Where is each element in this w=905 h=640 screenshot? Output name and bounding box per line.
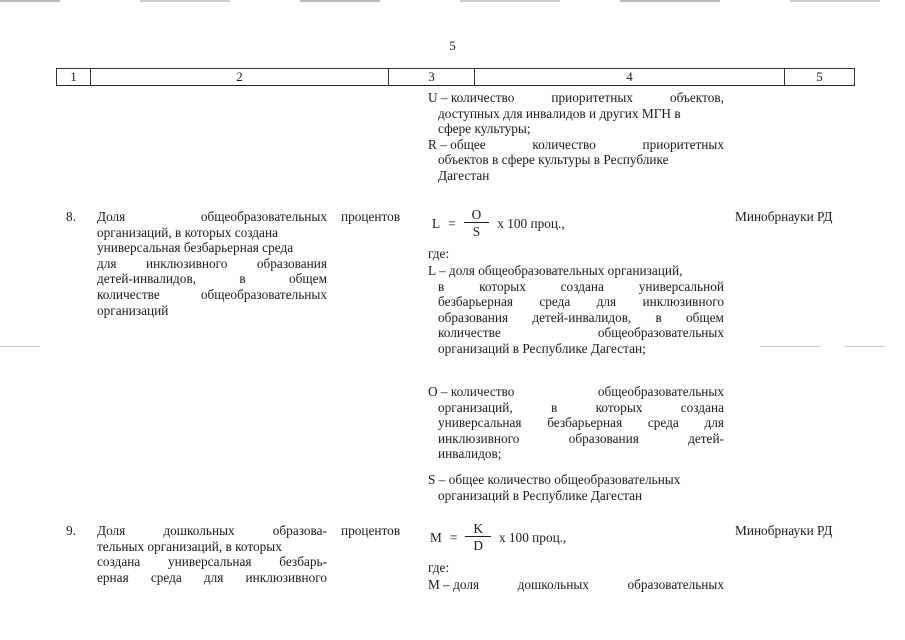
formula-equals: = bbox=[448, 215, 456, 231]
continuation-definitions bbox=[428, 90, 724, 184]
indicator-line: организаций bbox=[97, 302, 169, 318]
definition-line: объектов в сфере культуры в Республике bbox=[438, 152, 669, 168]
row-9-indicator bbox=[97, 523, 327, 585]
row-8-indicator bbox=[97, 209, 327, 318]
word: среда bbox=[539, 294, 571, 310]
indicator-line bbox=[97, 271, 327, 287]
definition-line: доступных для инвалидов и других МГН в bbox=[438, 105, 681, 121]
word: инклюзивного bbox=[245, 569, 327, 585]
word: общеобразовательных bbox=[200, 286, 327, 302]
word: универсальная bbox=[438, 415, 522, 431]
formula-numerator: O bbox=[464, 208, 490, 223]
word: инклюзивного bbox=[145, 255, 228, 271]
scan-edge-line bbox=[0, 0, 905, 2]
definition-line bbox=[428, 431, 724, 447]
word: общем bbox=[685, 309, 724, 325]
indicator-line bbox=[97, 209, 327, 225]
word: безбарь- bbox=[279, 554, 327, 570]
word: создана bbox=[560, 278, 604, 294]
definition-line: организаций в Республике Дагестан bbox=[438, 487, 643, 503]
word: Доля bbox=[97, 209, 126, 224]
definition-line: Дагестан bbox=[438, 167, 490, 183]
word: приоритетных bbox=[642, 136, 724, 152]
indicator-line bbox=[97, 523, 327, 539]
word: количестве bbox=[97, 286, 160, 302]
word: безбарьерная bbox=[438, 294, 513, 310]
word: образования bbox=[256, 255, 327, 271]
row-8-formula bbox=[432, 208, 565, 239]
column-header-4: 4 bbox=[475, 69, 785, 85]
definition-line: L – доля общеобразовательных организаций, bbox=[428, 263, 683, 278]
word: для bbox=[704, 415, 724, 431]
word: образова- bbox=[272, 523, 327, 538]
word: которых bbox=[479, 278, 526, 294]
scan-artifact bbox=[0, 346, 40, 347]
word: среда bbox=[150, 569, 182, 585]
word: приоритетных bbox=[551, 90, 633, 105]
word: детей- bbox=[688, 430, 724, 446]
word: дошкольных bbox=[517, 577, 589, 592]
word: O – количество bbox=[428, 384, 515, 399]
formula-denominator: S bbox=[472, 224, 481, 239]
row-8-definition-L bbox=[428, 263, 724, 357]
word: Доля bbox=[97, 523, 126, 538]
indicator-line: универсальная безбарьерная среда bbox=[97, 240, 294, 256]
word: образования bbox=[438, 309, 509, 325]
column-header-5: 5 bbox=[816, 69, 823, 84]
row-8-definition-O bbox=[428, 384, 724, 462]
definition-line: S – общее количество общеобразовательных bbox=[428, 472, 681, 487]
word: универсальная bbox=[167, 554, 252, 570]
formula-tail: х 100 проц., bbox=[497, 215, 565, 231]
indicator-line bbox=[97, 287, 327, 303]
scan-artifact bbox=[760, 346, 820, 347]
row-9-definition-M bbox=[428, 577, 724, 593]
definition-line bbox=[428, 90, 724, 106]
indicator-line: организаций, в которых создана bbox=[97, 224, 278, 240]
word: которых bbox=[595, 399, 643, 415]
word: для bbox=[596, 294, 617, 310]
row-8-where: где: bbox=[428, 246, 450, 261]
word: в bbox=[655, 309, 662, 325]
word: инклюзивного bbox=[642, 294, 724, 310]
formula-lhs: L bbox=[432, 215, 441, 231]
definition-line bbox=[428, 577, 724, 593]
definition-line bbox=[428, 400, 724, 416]
word: безбарьерная bbox=[547, 415, 623, 431]
indicator-line bbox=[97, 554, 327, 570]
word: дошкольных bbox=[163, 523, 235, 538]
formula-equals: = bbox=[449, 529, 458, 545]
row-8-responsible: Минобрнауки РД bbox=[735, 209, 833, 224]
word: в bbox=[551, 399, 558, 415]
row-8-number: 8. bbox=[66, 209, 76, 224]
word: среда bbox=[647, 415, 679, 431]
word: инклюзивного bbox=[438, 430, 520, 446]
word: создана bbox=[97, 554, 141, 570]
word: создана bbox=[680, 399, 724, 415]
word: для bbox=[203, 569, 224, 585]
word: общеобразовательных bbox=[597, 384, 724, 399]
definition-line: инвалидов; bbox=[438, 446, 502, 462]
word: U – количество bbox=[428, 90, 515, 105]
word: организаций, bbox=[438, 399, 513, 415]
word: ерная bbox=[97, 569, 129, 585]
formula-fraction bbox=[465, 522, 491, 553]
word: общеобразовательных bbox=[597, 325, 724, 341]
column-header-2: 2 bbox=[91, 69, 389, 85]
formula-lhs: M bbox=[430, 529, 442, 545]
definition-line bbox=[428, 384, 724, 400]
word: общем bbox=[289, 271, 327, 287]
word: количество bbox=[532, 136, 596, 152]
row-9-where: где: bbox=[428, 560, 450, 575]
indicator-line bbox=[97, 256, 327, 272]
formula-numerator: K bbox=[465, 522, 491, 537]
definition-line bbox=[428, 415, 724, 431]
word: в bbox=[239, 271, 246, 287]
word: образовательных bbox=[627, 577, 724, 592]
word: универсальной bbox=[638, 278, 724, 294]
column-header-1: 1 bbox=[57, 69, 91, 85]
word: образования bbox=[568, 430, 639, 446]
indicator-line: тельных организаций, в которых bbox=[97, 538, 282, 554]
word: для bbox=[97, 255, 117, 271]
page-number: 5 bbox=[449, 38, 456, 53]
word: количестве bbox=[438, 325, 501, 341]
definition-line: сфере культуры; bbox=[438, 121, 531, 137]
definition-line bbox=[428, 325, 724, 341]
word: объектов, bbox=[669, 90, 724, 105]
row-9-formula bbox=[430, 522, 566, 553]
word: R – общее bbox=[428, 136, 486, 152]
definition-line bbox=[428, 310, 724, 326]
definition-line bbox=[428, 137, 724, 153]
column-header-3: 3 bbox=[389, 69, 475, 85]
word: M – доля bbox=[428, 577, 480, 592]
definition-line bbox=[428, 294, 724, 310]
formula-denominator: D bbox=[473, 538, 483, 553]
formula-tail: х 100 проц., bbox=[498, 529, 567, 545]
row-8-unit: процентов bbox=[341, 209, 401, 224]
row-9-unit: процентов bbox=[341, 523, 401, 538]
indicator-line bbox=[97, 570, 327, 586]
table-header-row bbox=[56, 68, 855, 86]
word: детей-инвалидов, bbox=[97, 271, 197, 287]
row-9-responsible: Минобрнауки РД bbox=[735, 523, 833, 538]
word: общеобразовательных bbox=[200, 209, 327, 224]
scan-artifact bbox=[845, 346, 885, 347]
formula-fraction bbox=[464, 208, 490, 239]
word: детей-инвалидов, bbox=[532, 309, 632, 325]
row-8-definition-S bbox=[428, 472, 724, 503]
definition-line: организаций в Республике Дагестан; bbox=[438, 340, 646, 356]
word: в bbox=[438, 278, 445, 294]
definition-line bbox=[428, 279, 724, 295]
row-9-number: 9. bbox=[66, 523, 76, 538]
